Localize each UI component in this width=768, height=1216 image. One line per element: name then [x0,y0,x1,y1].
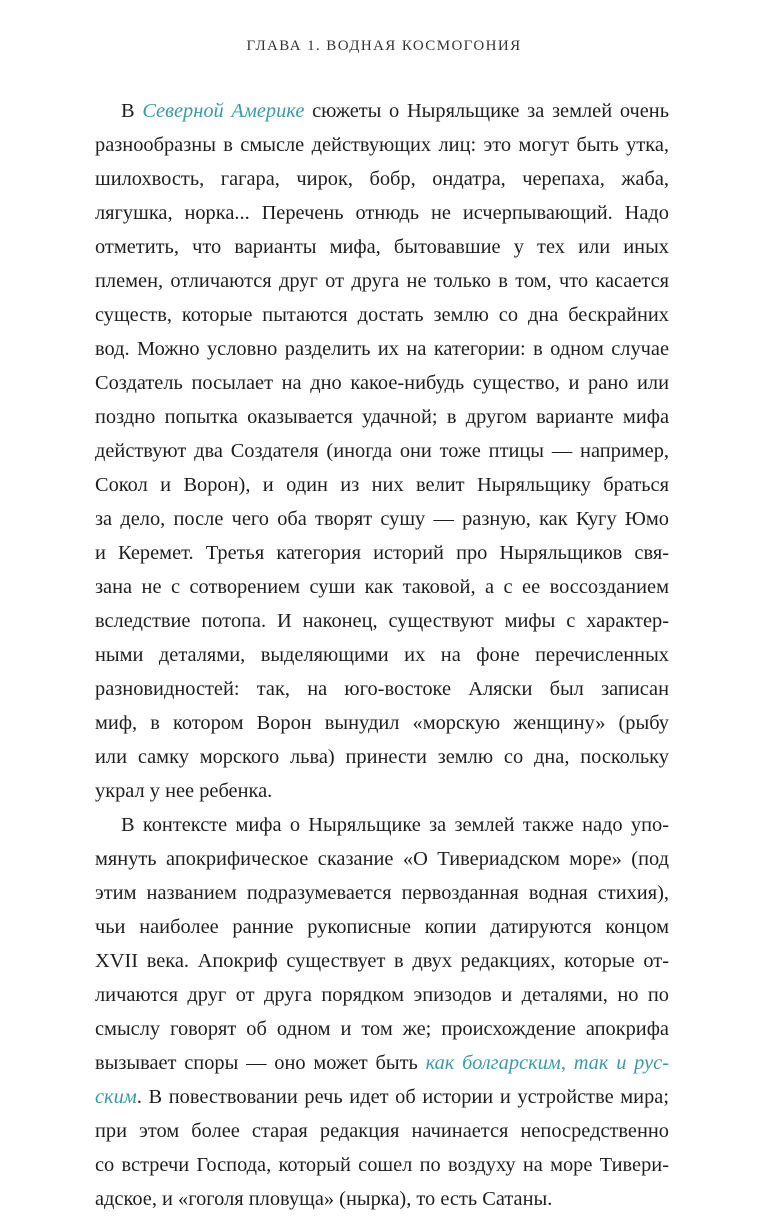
text-line: разнообразны в смысле действующих лиц: это могут быть утка, [95,134,669,156]
body-text [95,94,669,1216]
text-line: личаются друг от друга порядком эпизодов и деталями, но по [95,984,669,1006]
text-line: шилохвость, гагара, чирок, бобр, ондатра, черепаха, жаба, [95,168,669,190]
text-line: миф, в котором Ворон вынудил «морскую женщину» (рыбу [95,712,669,734]
link-north-america[interactable]: Северной Америке [142,100,305,122]
text-line: XVII века. Апокриф существует в двух редакциях, которые от- [95,950,669,972]
text-line: вследствие потопа. И наконец, существуют мифы с характер- [95,610,669,632]
text-line: Сокол и Ворон), и один из них велит Ныряльщику браться [95,474,669,496]
text-line: разновидностей: так, на юго-востоке Аляски был записан [95,678,669,700]
paragraph-2 [95,808,669,1216]
text-line: украл у нее ребенка. [95,780,273,802]
text-line: зана не с сотворением суши как таковой, а с ее воссозданием [95,576,669,598]
text-line: за дело, после чего оба творят сушу — разную, как Кугу Юмо [95,508,669,530]
text-line: В Северной Америке сюжеты о Ныряльщике за землей очень [121,100,670,122]
text-line: адское, и «гоголя пловуща» (нырка), то есть Сатаны. [95,1188,553,1210]
text-line: племен, отличаются друг от друга не только в том, что касается [95,270,669,292]
text-line: и Керемет. Третья категория историй про Ныряльщиков свя- [95,542,669,564]
text-line: вод. Можно условно разделить их на категории: в одном случае [95,338,669,360]
link-bulgarian-russian[interactable]: как болгарским, так и рус- [425,1052,669,1074]
paragraph-1 [95,94,669,808]
text-line: поздно попытка оказывается удачной; в другом варианте мифа [95,406,669,428]
text-line: существ, которые пытаются достать землю со дна бескрайних [95,304,669,326]
running-header: ГЛАВА 1. ВОДНАЯ КОСМОГОНИЯ [246,38,522,54]
link-bulgarian-russian-cont[interactable]: ским [95,1086,137,1108]
text-line: смыслу говорят об одном и том же; происхождение апокрифа [95,1018,669,1040]
text-line: мянуть апокрифическое сказание «О Тивериадском море» (под [95,848,669,870]
text-line: при этом более старая редакция начинается непосредственно [95,1120,669,1142]
text-line: ским. В повествовании речь идет об истории и устройстве мира; [95,1086,669,1108]
text-line: отметить, что варианты мифа, бытовавшие у тех или иных [95,236,669,258]
text-line: чьи наиболее ранние рукописные копии датируются концом [95,916,669,938]
text-line: этим названием подразумевается первозданная водная стихия), [95,882,669,904]
text-line: ными деталями, выделяющими их на фоне перечисленных [95,644,669,666]
text-line: вызывает споры — оно может быть как болгарским, так и рус- [95,1052,669,1074]
text-line: Создатель посылает на дно какое-нибудь существо, и рано или [95,372,669,394]
text-line: действуют два Создателя (иногда они тоже птицы — например, [95,440,669,462]
text-line: В контексте мифа о Ныряльщике за землей также надо упо- [121,814,669,836]
text-line: со встречи Господа, который сошел по воздуху на море Тивери- [95,1154,669,1176]
text-line: лягушка, норка... Перечень отнюдь не исчерпывающий. Надо [95,202,669,224]
text-line: или самку морского льва) принести землю со дна, поскольку [95,746,669,768]
